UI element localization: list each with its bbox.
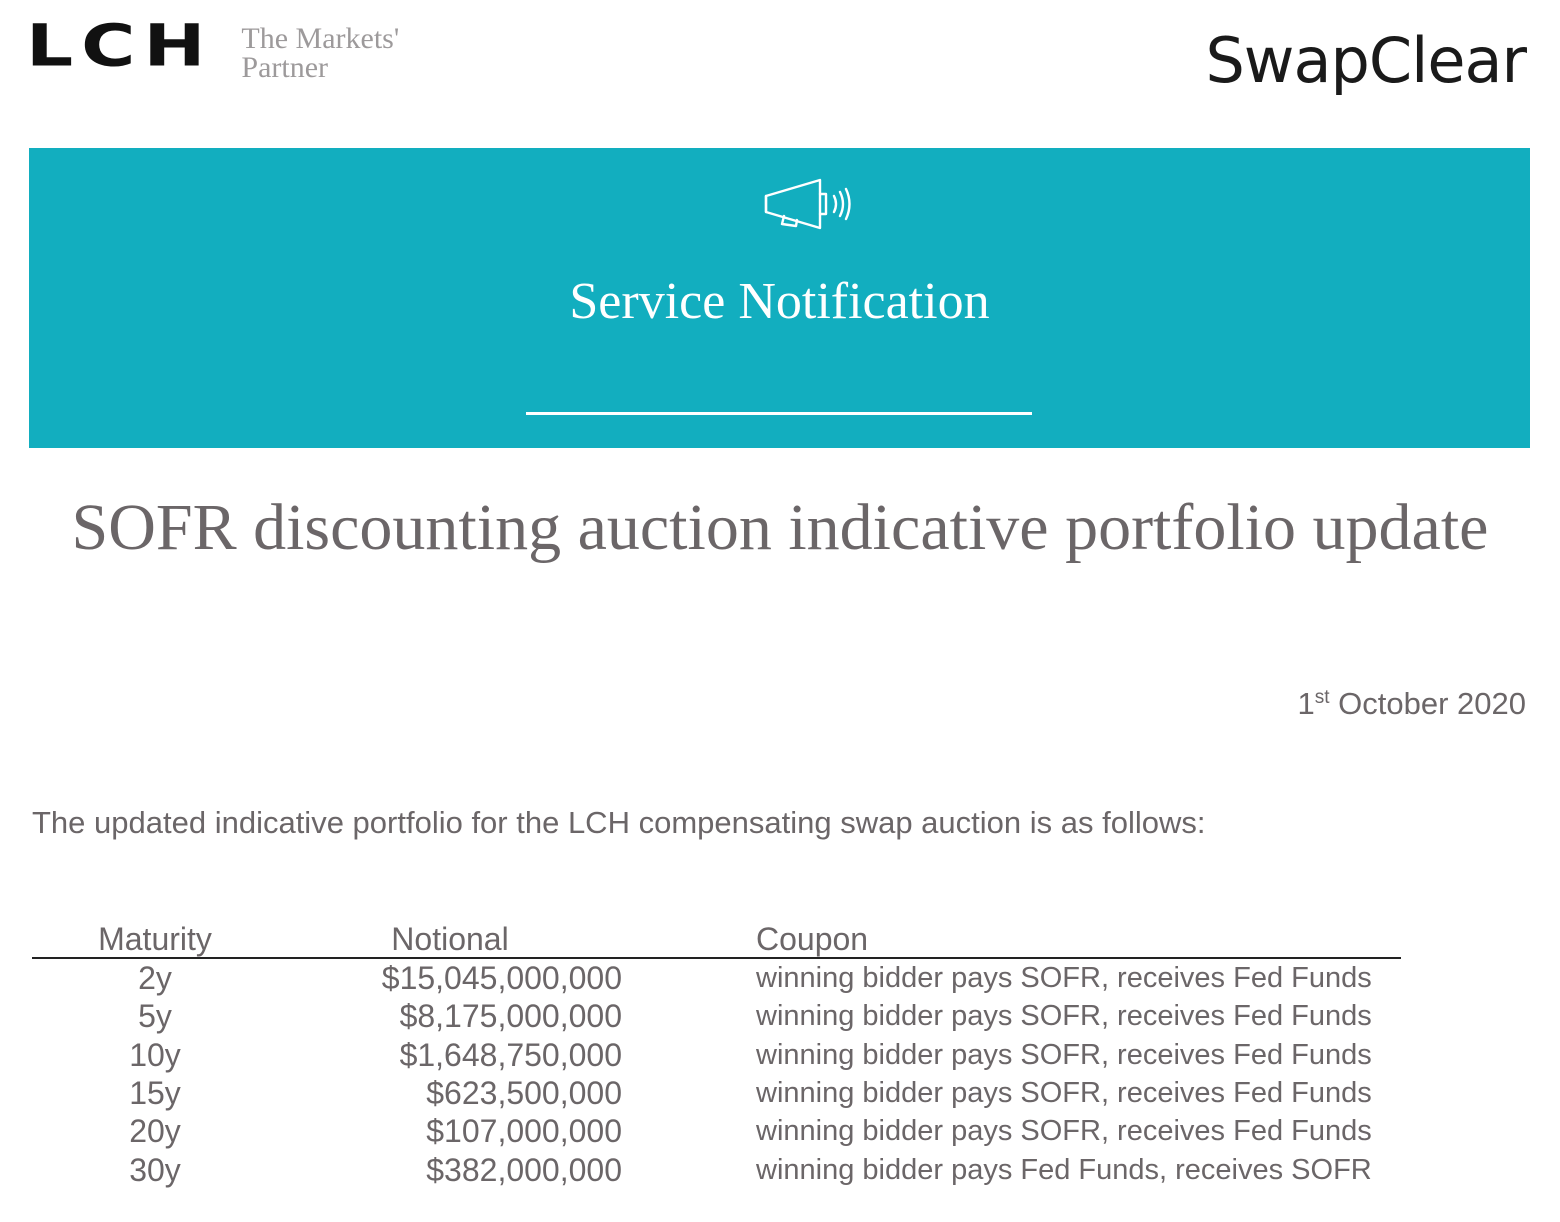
document-title: SOFR discounting auction indicative portfolio update: [71, 491, 1489, 564]
notional-cell: $107,000,000: [426, 1113, 622, 1150]
service-notification-banner: [29, 148, 1530, 448]
date-day: 1: [1297, 686, 1315, 721]
coupon-cell: winning bidder pays SOFR, receives Fed Funds: [756, 962, 1372, 995]
table-row: [32, 958, 1401, 997]
notional-cell: $382,000,000: [426, 1151, 622, 1188]
table-row: [32, 1112, 1401, 1150]
header-maturity: Maturity: [32, 917, 278, 958]
document-date: [1297, 686, 1526, 722]
service-brand-name: SwapClear: [1205, 24, 1526, 97]
lch-logo: [26, 12, 400, 84]
table-row: [32, 1150, 1401, 1188]
intro-paragraph: The updated indicative portfolio for the LCH compensating swap auction is as follows:: [32, 805, 1206, 840]
megaphone-icon: [762, 172, 857, 234]
coupon-cell: winning bidder pays SOFR, receives Fed Funds: [756, 1038, 1372, 1071]
tagline-line-1: The Markets': [241, 22, 400, 55]
logo-mark: LCH: [26, 12, 214, 80]
table-header-row: [32, 917, 1401, 958]
header-notional: Notional: [278, 917, 622, 958]
notional-cell: $623,500,000: [426, 1075, 622, 1112]
coupon-cell: winning bidder pays Fed Funds, receives SOFR: [756, 1153, 1372, 1186]
table-row: [32, 1036, 1401, 1074]
maturity-cell: 2y: [138, 960, 172, 997]
banner-title: Service Notification: [569, 273, 990, 330]
logo-tagline: [241, 24, 399, 82]
date-month-year: October 2020: [1338, 686, 1526, 721]
portfolio-table: [32, 917, 1401, 1189]
coupon-cell: winning bidder pays SOFR, receives Fed Funds: [756, 1077, 1372, 1110]
notional-cell: $8,175,000,000: [399, 998, 622, 1035]
maturity-cell: 5y: [138, 998, 172, 1035]
coupon-cell: winning bidder pays SOFR, receives Fed Funds: [756, 1000, 1372, 1033]
table-row: [32, 1074, 1401, 1112]
notional-cell: $1,648,750,000: [399, 1036, 622, 1073]
banner-divider: [526, 412, 1032, 415]
date-ordinal-suffix: st: [1314, 687, 1330, 708]
maturity-cell: 15y: [129, 1075, 181, 1112]
maturity-cell: 10y: [129, 1036, 181, 1073]
maturity-cell: 30y: [129, 1151, 181, 1188]
maturity-cell: 20y: [129, 1113, 181, 1150]
table-row: [32, 997, 1401, 1035]
header-coupon: Coupon: [622, 917, 1401, 958]
tagline-line-2: Partner: [241, 51, 329, 84]
coupon-cell: winning bidder pays SOFR, receives Fed Funds: [756, 1115, 1372, 1148]
notional-cell: $15,045,000,000: [381, 960, 622, 997]
